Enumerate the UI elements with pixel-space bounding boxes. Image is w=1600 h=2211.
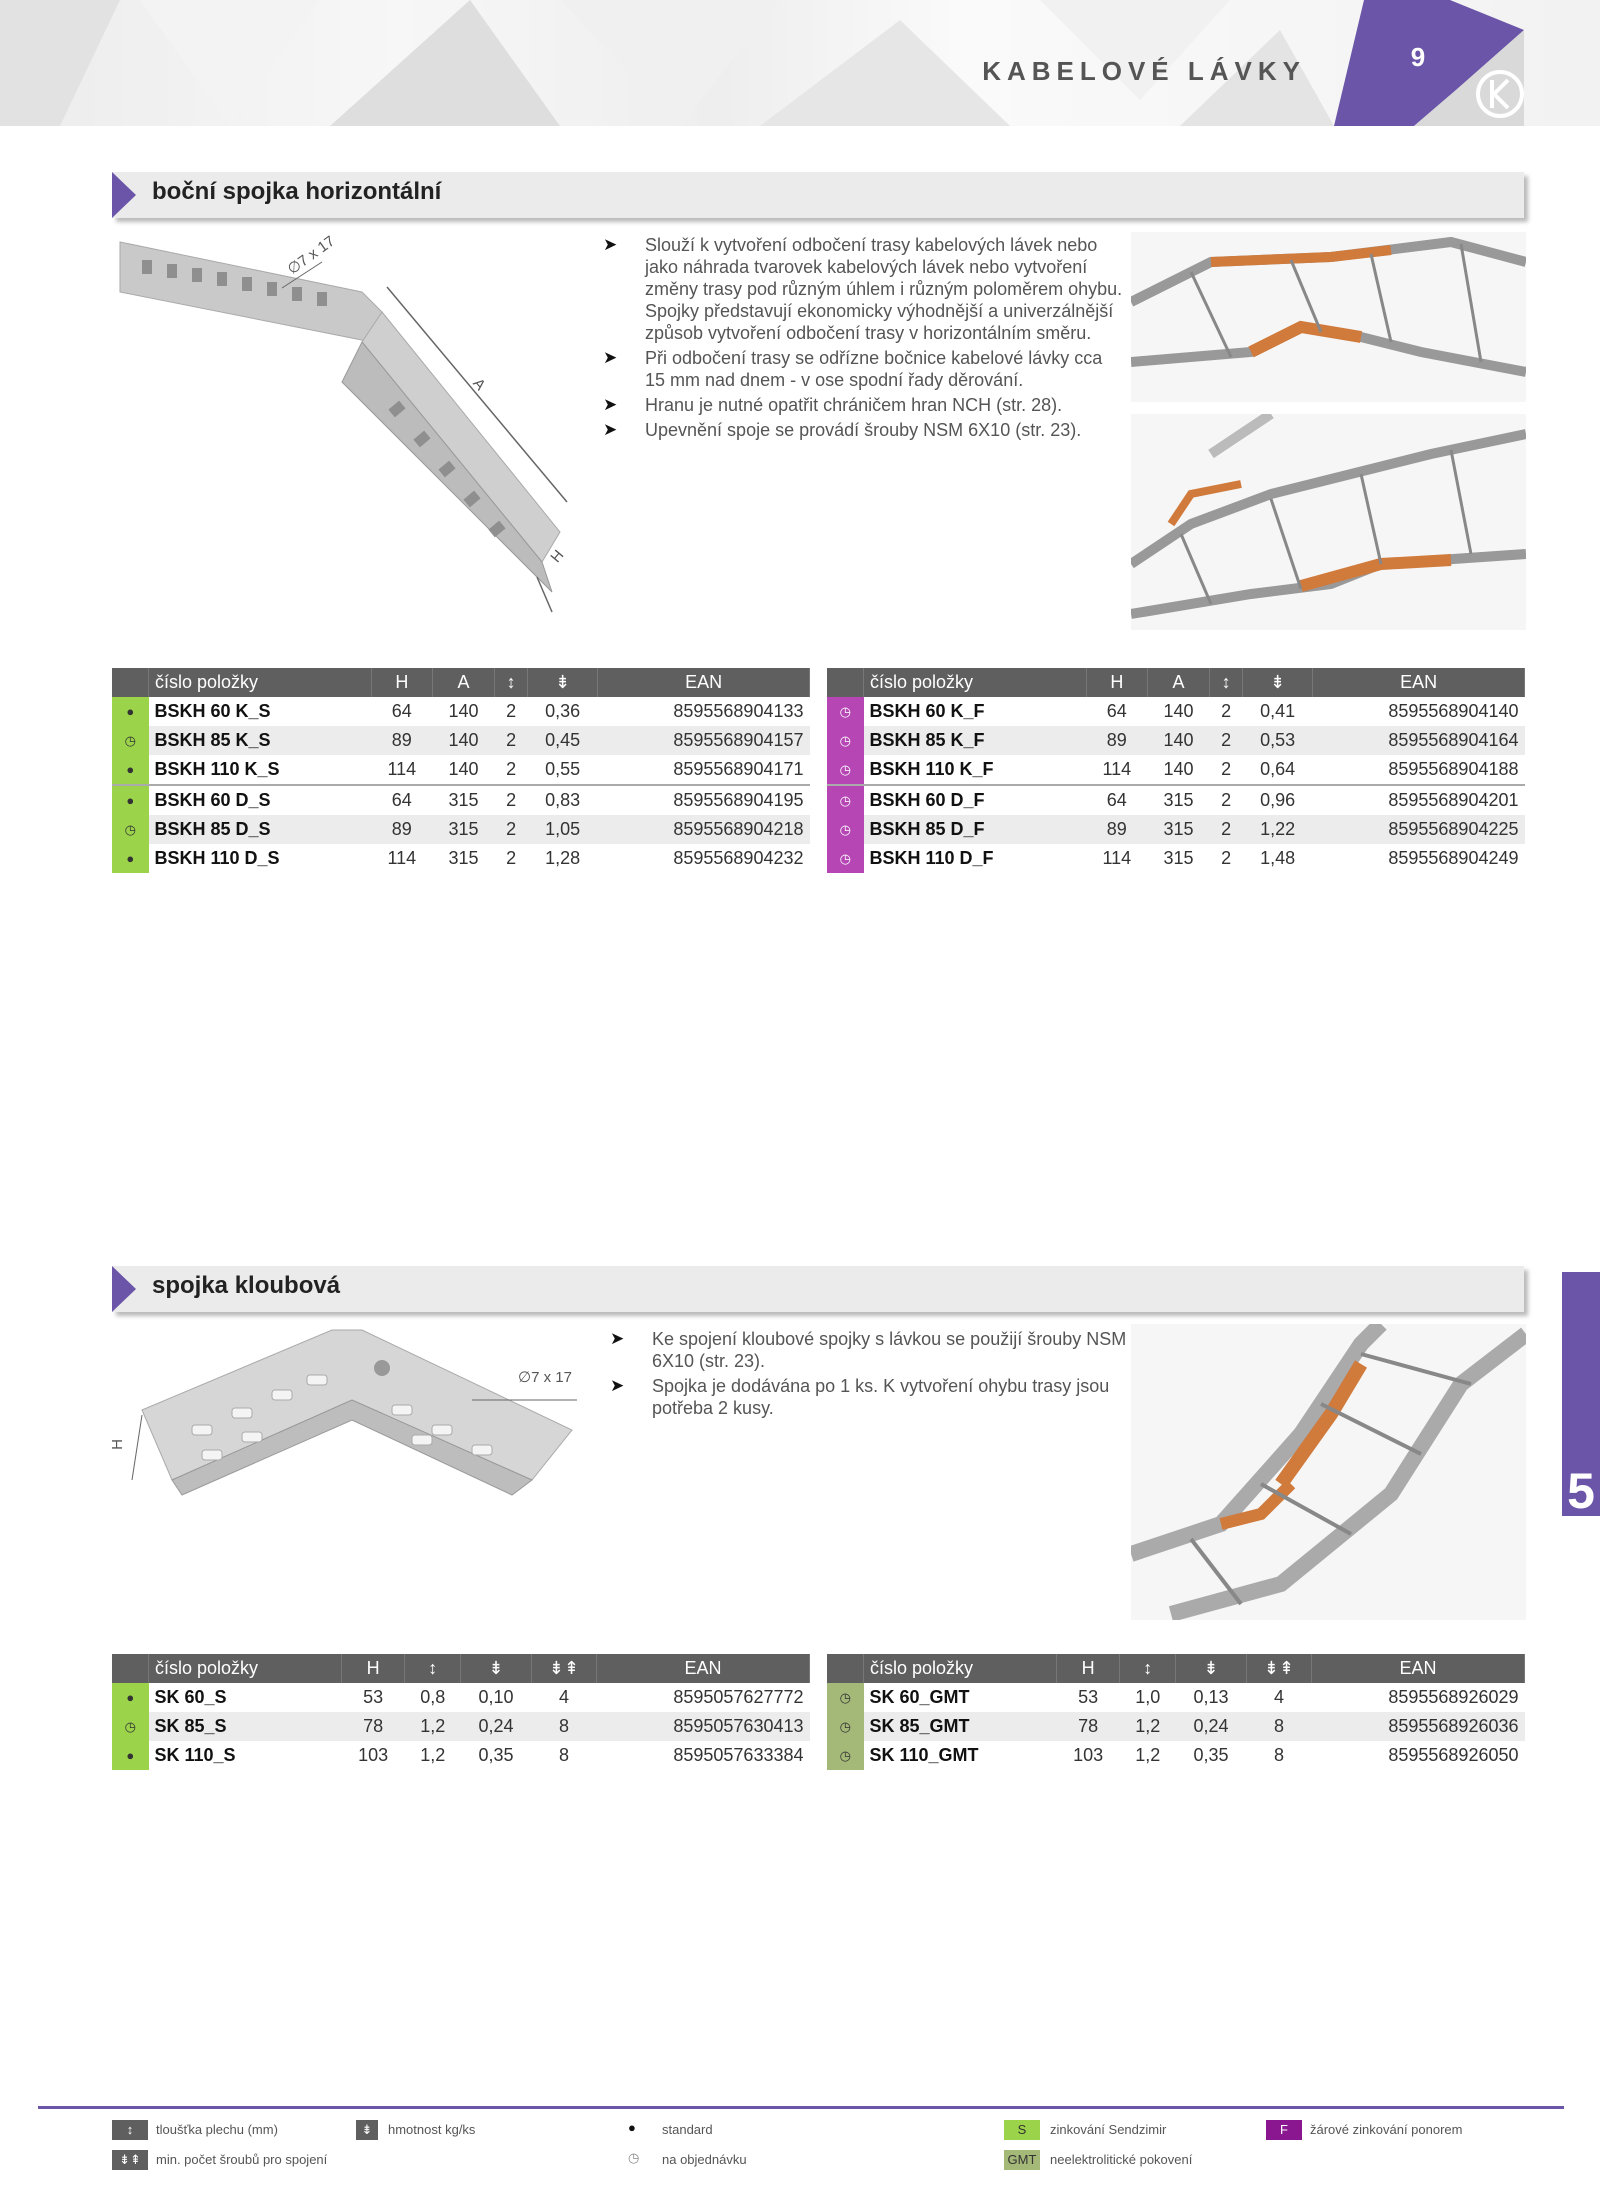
header-title: KABELOVÉ LÁVKY xyxy=(982,56,1306,86)
bullet-item: ➤ Slouží k vytvoření odbočení trasy kabelových lávek nebo jako náhrada tvarovek kabelových lávek nebo vytvoření změny trasy pod různým úhlem i různým poloměrem ohybu. Spojky představují ekonomicky výhodnější a univerzálnější způsob vytvoření odbočení trasy v horizontálním směru. xyxy=(603,235,1123,343)
arrow-icon: ➤ xyxy=(610,1376,625,1395)
section-2-bullets xyxy=(610,1328,1130,1422)
table-row: ◷ BSKH 85 D_F 89 315 2 1,22 8595568904225 xyxy=(827,815,1525,844)
bullet-item: ➤ Hranu je nutné opatřit chráničem hran NCH (str. 28). xyxy=(603,395,1063,415)
table-header-row: číslo položky H A ↕ ⇟ EAN xyxy=(827,668,1525,697)
table-row: ◷ BSKH 85 D_S 89 315 2 1,05 8595568904218 xyxy=(112,815,810,844)
table-row: ◷ SK 85_S 78 1,2 0,24 8 8595057630413 xyxy=(112,1712,810,1741)
table-row: ◷ BSKH 85 K_F 89 140 2 0,53 8595568904164 xyxy=(827,726,1525,755)
hotdip-icon: F xyxy=(1266,2120,1302,2140)
table-row: ● BSKH 110 D_S 114 315 2 1,28 8595568904232 xyxy=(112,844,810,873)
product-photo-1 xyxy=(1131,232,1526,402)
arrow-icon: ➤ xyxy=(603,420,618,439)
weight-icon: ⇟ xyxy=(356,2120,378,2140)
dimension-a-label: A xyxy=(469,375,489,394)
bullet-item: ➤ Při odbočení trasy se odřízne bočnice kabelové lávky cca 15 mm nad dnem - v ose spodní řady děrování. xyxy=(603,348,1103,390)
standard-dot-icon: ● xyxy=(628,2120,636,2135)
page-number: 9 xyxy=(1410,42,1426,72)
bullet-item: ➤ Upevnění spoje se provádí šrouby NSM 6X10 (str. 23). xyxy=(603,420,1082,440)
table-row: ◷ BSKH 110 K_F 114 140 2 0,64 8595568904188 xyxy=(827,755,1525,785)
table-row: ◷ BSKH 85 K_S 89 140 2 0,45 8595568904157 xyxy=(112,726,810,755)
table-row: ◷ BSKH 60 K_F 64 140 2 0,41 8595568904140 xyxy=(827,697,1525,726)
hole-dimension-label-2: ∅7 x 17 xyxy=(518,1369,572,1386)
arrow-icon: ➤ xyxy=(603,348,618,367)
table-bskh-sendzimir xyxy=(112,668,810,873)
table-row: ◷ BSKH 110 D_F 114 315 2 1,48 8595568904249 xyxy=(827,844,1525,873)
section-1-marker xyxy=(112,172,136,218)
screws-icon: ⇟⇞ xyxy=(112,2150,148,2170)
product-photo-2 xyxy=(1131,414,1526,630)
table-row: ◷ BSKH 60 D_F 64 315 2 0,96 8595568904201 xyxy=(827,785,1525,815)
product-photo-3 xyxy=(1131,1324,1526,1620)
table-header-row: číslo položky H ↕ ⇟ ⇟⇞ EAN xyxy=(827,1654,1525,1683)
legend-standard: standard xyxy=(662,2122,713,2137)
legend-on-order: na objednávku xyxy=(662,2152,747,2167)
table-header-row: číslo položky H A ↕ ⇟ EAN xyxy=(112,668,810,697)
table-header-row: číslo položky H ↕ ⇟ ⇟⇞ EAN xyxy=(112,1654,810,1683)
hole-dimension-label: ∅7 x 17 xyxy=(284,232,339,279)
arrow-icon: ➤ xyxy=(603,395,618,414)
section-2-title: spojka kloubová xyxy=(152,1272,341,1299)
legend-weight: hmotnost kg/ks xyxy=(388,2122,476,2137)
legend-gmt: neelektrolitické pokovení xyxy=(1050,2152,1193,2167)
section-2-marker xyxy=(112,1266,136,1312)
bullet-item: ➤ Spojka je dodávána po 1 ks. K vytvoření ohybu trasy jsou potřeba 2 kusy. xyxy=(610,1376,1110,1418)
chapter-number: 5 xyxy=(1567,1463,1595,1519)
table-row: ● BSKH 110 K_S 114 140 2 0,55 8595568904171 xyxy=(112,755,810,785)
table-row: ◷ SK 60_GMT 53 1,0 0,13 4 8595568926029 xyxy=(827,1683,1525,1712)
table-sk-sendzimir xyxy=(112,1654,810,1770)
sendzimir-icon: S xyxy=(1004,2120,1040,2140)
on-order-icon: ◷ xyxy=(628,2150,640,2165)
bocni-spojka-drawing xyxy=(112,232,592,632)
table-row: ◷ SK 110_GMT 103 1,2 0,35 8 8595568926050 xyxy=(827,1741,1525,1770)
spojka-kloubova-drawing xyxy=(112,1320,592,1520)
section-1-title: boční spojka horizontální xyxy=(152,178,442,205)
legend-thickness: tloušťka plechu (mm) xyxy=(156,2122,278,2137)
table-row: ● BSKH 60 D_S 64 315 2 0,83 8595568904195 xyxy=(112,785,810,815)
bullet-item: ➤ Ke spojení kloubové spojky s lávkou se použijí šrouby NSM 6X10 (str. 23). xyxy=(610,1329,1127,1371)
thickness-icon: ↕ xyxy=(112,2120,148,2140)
table-row: ● SK 110_S 103 1,2 0,35 8 8595057633384 xyxy=(112,1741,810,1770)
dimension-h-label-2: H xyxy=(108,1439,126,1450)
table-sk-gmt xyxy=(827,1654,1525,1770)
arrow-icon: ➤ xyxy=(610,1329,625,1348)
section-1-bullets xyxy=(603,234,1123,444)
table-row: ● SK 60_S 53 0,8 0,10 4 8595057627772 xyxy=(112,1683,810,1712)
legend-sendzimir: zinkování Sendzimir xyxy=(1050,2122,1167,2137)
footer-divider xyxy=(38,2106,1564,2109)
legend-hotdip: žárové zinkování ponorem xyxy=(1310,2122,1463,2137)
table-row: ◷ SK 85_GMT 78 1,2 0,24 8 8595568926036 xyxy=(827,1712,1525,1741)
dimension-h-label: H xyxy=(547,546,568,567)
gmt-icon: GMT xyxy=(1004,2150,1040,2170)
arrow-icon: ➤ xyxy=(603,235,618,254)
table-row: ● BSKH 60 K_S 64 140 2 0,36 8595568904133 xyxy=(112,697,810,726)
legend-screws: min. počet šroubů pro spojení xyxy=(156,2152,328,2167)
table-bskh-hotdip xyxy=(827,668,1525,873)
